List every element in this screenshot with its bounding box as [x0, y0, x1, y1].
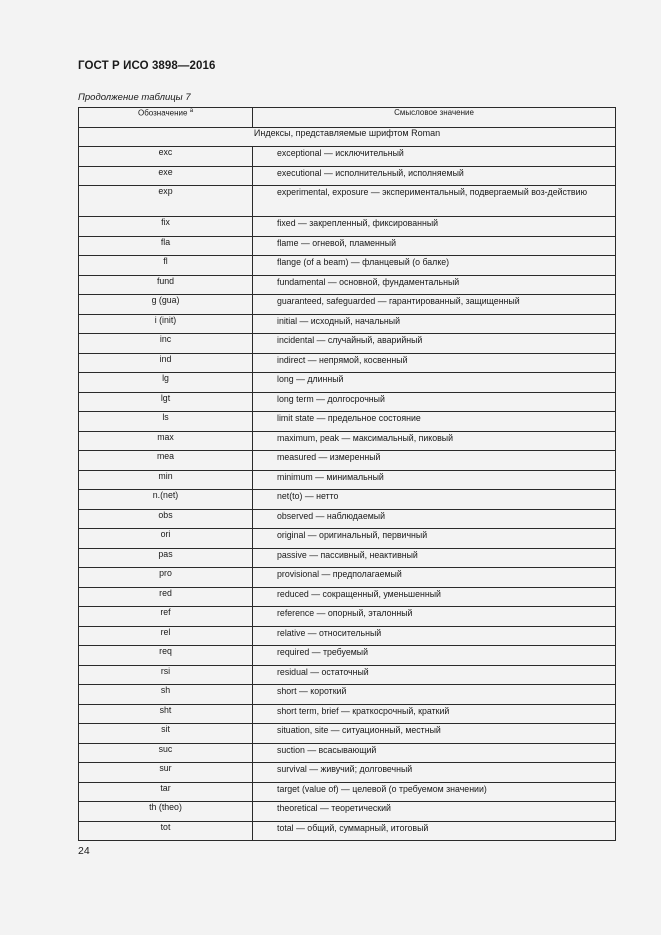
meaning-cell — [253, 782, 616, 802]
symbol-cell: ori — [79, 529, 253, 549]
header-meaning: Смысловое значение — [253, 108, 616, 128]
symbol-cell: i (init) — [79, 314, 253, 334]
meaning-text: short — короткий — [277, 686, 347, 696]
meaning-cell — [253, 412, 616, 432]
table-row — [79, 314, 616, 334]
table-row — [79, 256, 616, 276]
table-row — [79, 704, 616, 724]
table-row — [79, 147, 616, 167]
meaning-cell — [253, 802, 616, 822]
table-row — [79, 626, 616, 646]
meaning-text: incidental — случайный, аварийный — [277, 335, 423, 345]
symbol-cell: th (theo) — [79, 802, 253, 822]
meaning-text: initial — исходный, начальный — [277, 315, 401, 326]
meaning-text: suction — всасывающий — [277, 744, 377, 755]
meaning-cell — [253, 166, 616, 186]
meaning-text: passive — пассивный, неактивный — [277, 549, 418, 560]
table-row — [79, 295, 616, 315]
symbol-cell: fla — [79, 236, 253, 256]
symbol-cell: req — [79, 646, 253, 666]
meaning-cell — [253, 147, 616, 167]
symbol-cell: exc — [79, 147, 253, 167]
symbol-cell: g (gua) — [79, 295, 253, 315]
table-row — [79, 529, 616, 549]
symbol-cell: fund — [79, 275, 253, 295]
document-title: ГОСТ Р ИСО 3898—2016 — [78, 60, 216, 72]
table-row — [79, 275, 616, 295]
symbol-cell: sit — [79, 724, 253, 744]
header-symbol — [79, 108, 253, 128]
meaning-cell — [253, 665, 616, 685]
meaning-cell — [253, 821, 616, 841]
symbol-cell: obs — [79, 509, 253, 529]
meaning-text: long — длинный — [277, 374, 344, 384]
meaning-text: experimental, exposure — экспериментальный, подвергаемый воз-действию — [277, 187, 588, 197]
meaning-text: total — общий, суммарный, итоговый — [277, 822, 429, 833]
section-title: Индексы, представляемые шрифтом Roman — [79, 128, 616, 147]
table-row — [79, 334, 616, 354]
meaning-cell — [253, 275, 616, 295]
symbol-cell: ref — [79, 607, 253, 627]
meaning-text: provisional — предполагаемый — [277, 569, 402, 579]
symbol-cell: fix — [79, 217, 253, 237]
meaning-text: reduced — сокращенный, уменьшенный — [277, 588, 441, 599]
symbol-cell: fl — [79, 256, 253, 276]
meaning-text: measured — измеренный — [277, 452, 381, 462]
table-row — [79, 509, 616, 529]
meaning-text: observed — наблюдаемый — [277, 510, 386, 521]
table-row — [79, 431, 616, 451]
meaning-text: target (value of) — целевой (о требуемом значении) — [277, 783, 487, 794]
meaning-cell — [253, 626, 616, 646]
meaning-cell — [253, 373, 616, 393]
symbol-cell: ls — [79, 412, 253, 432]
symbol-cell: ind — [79, 353, 253, 373]
table-row — [79, 353, 616, 373]
meaning-cell — [253, 529, 616, 549]
table-row — [79, 821, 616, 841]
table-row — [79, 217, 616, 237]
meaning-text: minimum — минимальный — [277, 471, 384, 482]
symbol-cell: exe — [79, 166, 253, 186]
table-row — [79, 743, 616, 763]
meaning-text: guaranteed, safeguarded — гарантированный, защищенный — [277, 296, 520, 306]
meaning-text: net(to) — нетто — [277, 491, 339, 501]
page-number: 24 — [78, 845, 90, 857]
symbol-cell: lg — [79, 373, 253, 393]
table-row — [79, 490, 616, 510]
symbols-table — [78, 107, 616, 841]
meaning-text: theoretical — теоретический — [277, 803, 391, 813]
meaning-text: indirect — непрямой, косвенный — [277, 354, 408, 365]
meaning-text: situation, site — ситуационный, местный — [277, 725, 441, 735]
table-row — [79, 392, 616, 412]
meaning-cell — [253, 236, 616, 256]
meaning-cell — [253, 314, 616, 334]
table-row — [79, 763, 616, 783]
meaning-cell — [253, 451, 616, 471]
symbol-cell: n.(net) — [79, 490, 253, 510]
meaning-text: original — оригинальный, первичный — [277, 530, 428, 540]
meaning-text: flame — огневой, пламенный — [277, 237, 396, 248]
meaning-text: short term, brief — краткосрочный, краткий — [277, 705, 450, 716]
meaning-cell — [253, 548, 616, 568]
meaning-cell — [253, 470, 616, 490]
symbol-cell: sur — [79, 763, 253, 783]
table-row — [79, 470, 616, 490]
meaning-text: maximum, peak — максимальный, пиковый — [277, 432, 454, 443]
meaning-cell — [253, 724, 616, 744]
meaning-cell — [253, 704, 616, 724]
table-caption: Продолжение таблицы 7 — [78, 92, 191, 103]
table-row — [79, 548, 616, 568]
symbol-cell: inc — [79, 334, 253, 354]
meaning-text: exceptional — исключительный — [277, 148, 404, 158]
meaning-text: fundamental — основной, фундаментальный — [277, 276, 460, 287]
table-row — [79, 782, 616, 802]
table-row — [79, 646, 616, 666]
meaning-text: residual — остаточный — [277, 666, 369, 677]
meaning-text: limit state — предельное состояние — [277, 413, 421, 423]
table-row — [79, 166, 616, 186]
symbol-cell: rel — [79, 626, 253, 646]
symbol-cell: min — [79, 470, 253, 490]
meaning-cell — [253, 509, 616, 529]
table-row — [79, 373, 616, 393]
meaning-cell — [253, 607, 616, 627]
symbol-cell: tar — [79, 782, 253, 802]
meaning-cell — [253, 295, 616, 315]
meaning-cell — [253, 353, 616, 373]
table-row — [79, 665, 616, 685]
symbol-cell: sht — [79, 704, 253, 724]
header-footnote-mark: a — [189, 108, 194, 114]
symbol-cell: sh — [79, 685, 253, 705]
table-row — [79, 568, 616, 588]
meaning-text: relative — относительный — [277, 627, 382, 638]
symbol-cell: pas — [79, 548, 253, 568]
symbol-cell: max — [79, 431, 253, 451]
table-row — [79, 685, 616, 705]
meaning-cell — [253, 256, 616, 276]
meaning-text: long term — долгосрочный — [277, 393, 385, 404]
meaning-cell — [253, 646, 616, 666]
meaning-cell — [253, 763, 616, 783]
symbol-cell: lgt — [79, 392, 253, 412]
meaning-cell — [253, 431, 616, 451]
meaning-cell — [253, 587, 616, 607]
meaning-cell — [253, 392, 616, 412]
symbol-cell: rsi — [79, 665, 253, 685]
symbol-cell: red — [79, 587, 253, 607]
header-symbol-label: Обозначение — [137, 108, 188, 118]
meaning-text: survival — живучий; долговечный — [277, 764, 413, 774]
table-row — [79, 607, 616, 627]
meaning-text: required — требуемый — [277, 647, 368, 657]
meaning-text: reference — опорный, эталонный — [277, 608, 413, 618]
symbol-cell: exp — [79, 186, 253, 217]
meaning-cell — [253, 685, 616, 705]
table-row — [79, 802, 616, 822]
table-row — [79, 412, 616, 432]
symbol-cell: pro — [79, 568, 253, 588]
table-row — [79, 587, 616, 607]
meaning-cell — [253, 568, 616, 588]
table-row — [79, 724, 616, 744]
meaning-cell — [253, 334, 616, 354]
table-row — [79, 451, 616, 471]
meaning-text: flange (of a beam) — фланцевый (о балке) — [277, 257, 450, 267]
table-row — [79, 186, 616, 217]
meaning-cell — [253, 743, 616, 763]
symbol-cell: tot — [79, 821, 253, 841]
meaning-cell — [253, 490, 616, 510]
meaning-cell — [253, 217, 616, 237]
table-row — [79, 236, 616, 256]
meaning-cell — [253, 186, 616, 217]
symbol-cell: mea — [79, 451, 253, 471]
meaning-text: fixed — закрепленный, фиксированный — [277, 218, 439, 228]
symbol-cell: suc — [79, 743, 253, 763]
meaning-text: executional — исполнительный, исполняемый — [277, 167, 464, 178]
